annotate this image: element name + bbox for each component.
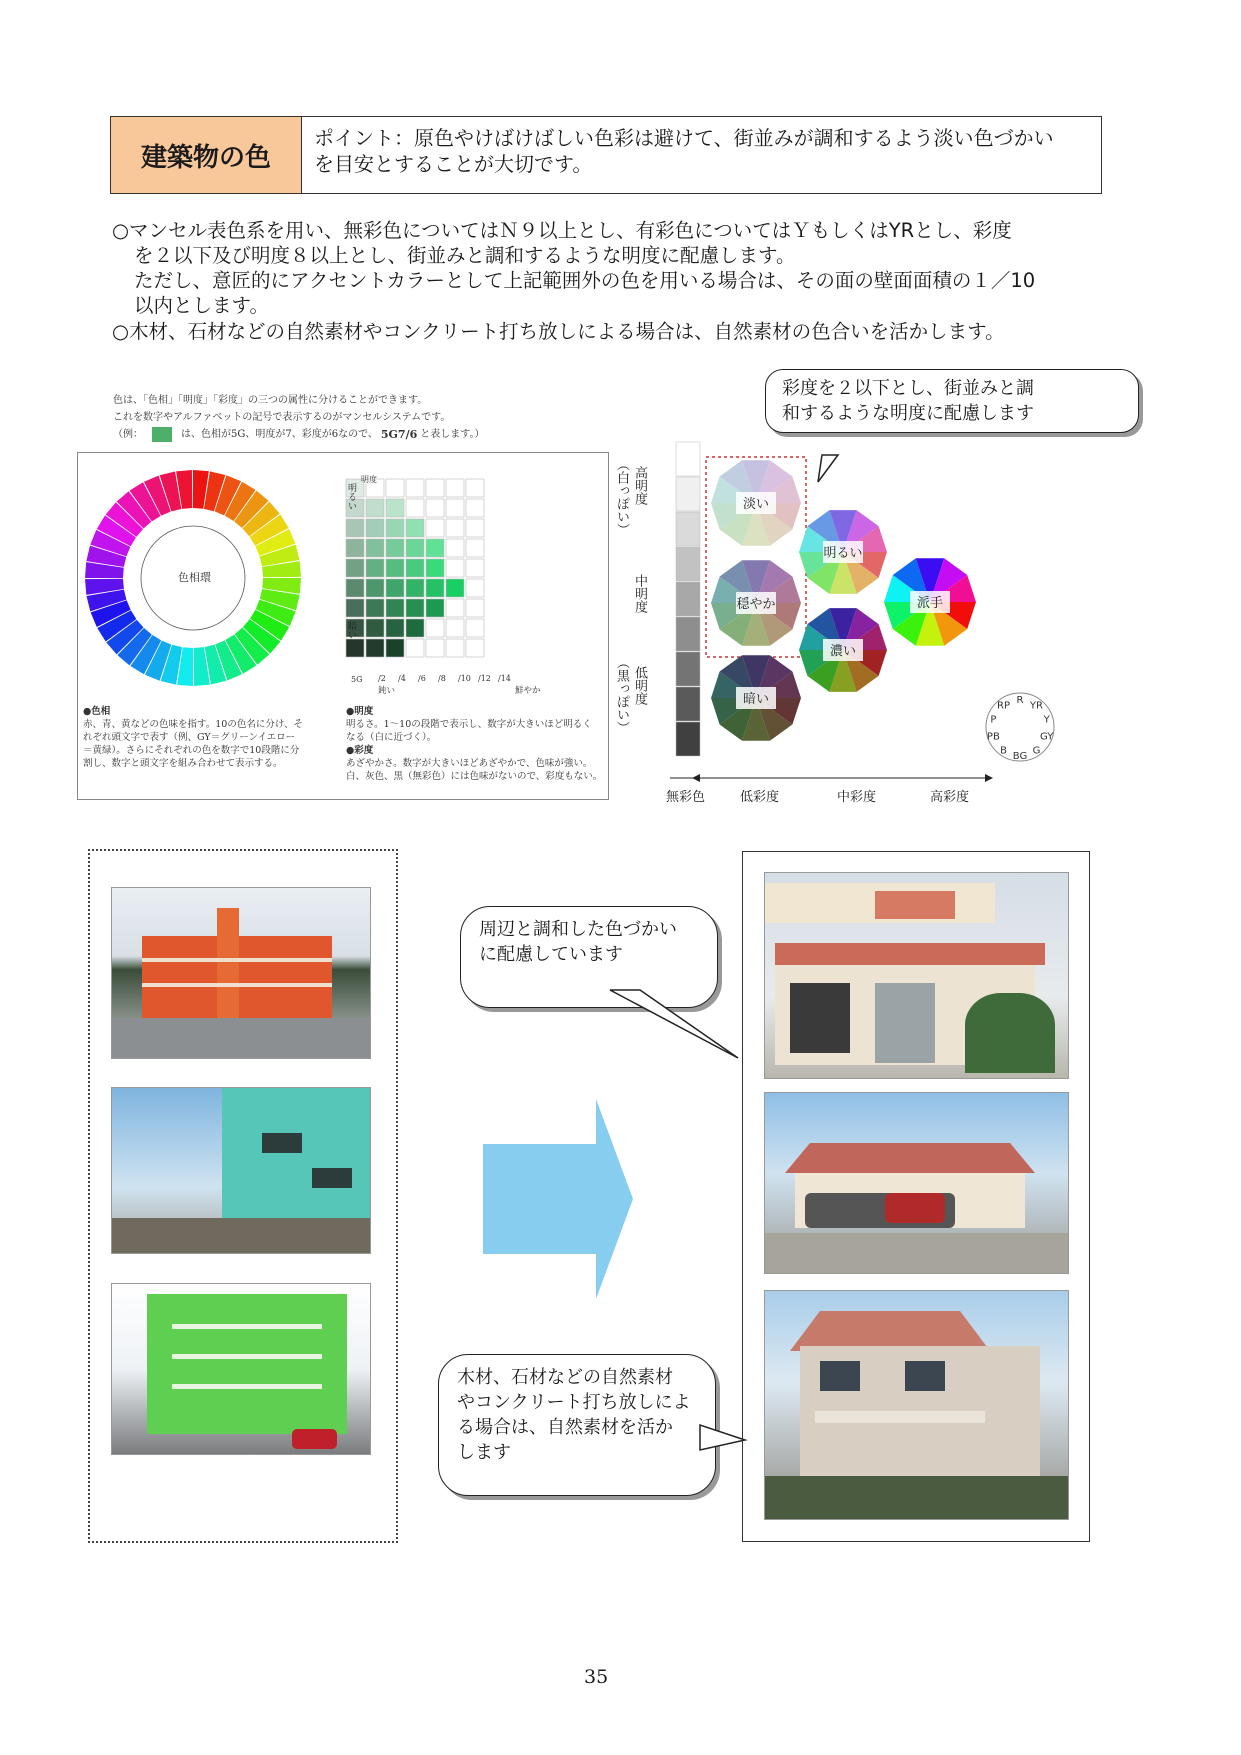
grid-cell [366,519,384,537]
hue-key-label: R [1016,695,1024,706]
mid-chroma-label: 中彩度 [837,790,877,805]
hue-key-label: P [990,714,997,726]
paragraph-1-line-2: を２以下及び明度８以上とし、街並みと調和するような明度に配慮します。 [134,244,796,267]
grid-cell [406,559,424,577]
gray-step [676,442,700,476]
grid-cell [386,559,404,577]
grid-vivid-label: 鮮やか [515,686,541,696]
grid-tick-label: /4 [398,674,406,683]
gray-step [676,547,700,581]
grid-dark-label: 暗い [346,621,356,639]
page-number: 35 [584,1666,609,1688]
hue-key [986,693,1054,762]
grid-cell [406,479,424,497]
hue-key-label: BG [1012,751,1028,762]
gray-step [676,512,700,546]
gray-step [676,477,700,511]
tone-label: 穏やか [736,597,776,612]
hue-key-label: YR [1029,700,1043,712]
grid-cell [366,499,384,517]
chroma-axis-arrow [985,774,993,782]
paragraph-1-line-1: ○マンセル表色系を用い、無彩色についてはＮ９以上とし、有彩色についてはＹもしくはYRとし、彩度 [112,219,1012,242]
grid-ticks [378,672,608,684]
grid-cell [386,539,404,557]
grid-cell [386,639,404,657]
grid-cell [426,559,444,577]
grid-cell [446,619,464,637]
grid-cell [386,519,404,537]
paragraph-1-line-4: 以内とします。 [134,294,269,317]
grid-cell [386,619,404,637]
grid-cell [446,539,464,557]
grid-cell [466,619,484,637]
grid-cell [466,599,484,617]
gray-step [676,687,700,721]
grid-tick-label: /6 [418,674,426,683]
chroma-axis-arrow-left [692,774,700,782]
grid-cell [426,619,444,637]
low-chroma-label: 低彩度 [740,790,780,805]
photo-orange-building [111,887,371,1059]
grid-cell [466,539,484,557]
grid-cell [466,479,484,497]
grid-cell [466,639,484,657]
grid-cell [406,579,424,597]
grid-cell [406,639,424,657]
caption-line-2: これを数字やアルファベットの記号で表示するのがマンセルシステムです。 [113,412,451,423]
grid-cell [426,519,444,537]
grid-cell [446,479,464,497]
grid-dull-label: 鈍い [378,686,396,696]
section-header [110,116,1102,194]
hue-explanation: ●色相 赤、青、黄などの色味を指す。10の色名に分け、そ れぞれ頭文字で表す（例、GY＝グリーンイエロー ＝黄緑）。さらにそれぞれの色を数字で10段階に分 割し、数字と頭文字を組み合わせて表示する。 [83,706,303,769]
gray-step [676,617,700,651]
hue-key-label: G [1032,745,1041,757]
hue-key-label: Y [1043,714,1050,726]
achromatic-label: 無彩色 [666,790,706,805]
grid-cell [406,519,424,537]
grid-bright-label: 明るい [346,483,356,510]
after-photo-frame [742,851,1090,1542]
hue-key-label: PB [986,731,1000,743]
munsell-caption [113,392,633,443]
grid-cell [426,539,444,557]
value-low-label: 低明度 [632,666,647,705]
grid-cell [426,499,444,517]
photo-beige-house [764,872,1069,1079]
value-chroma-explanation: ●明度 明るさ。1～10の段階で表示し、数字が大きいほど明るく なる（白に近づく）。 ●彩度 あざやかさ。数字が大きいほどあざやかで、色味が強い。 白、灰色、黒（無彩色）には色味がないので、彩度もない。 [346,706,603,782]
hue-key-label: RP [997,700,1011,712]
tone-label: 明るい [823,546,863,561]
grid-cell [386,599,404,617]
hue-key-label: GY [1039,731,1054,743]
example-swatch [152,427,172,442]
grid-tick-label: /14 [498,674,511,683]
photo-turquoise-building [111,1087,371,1254]
gray-step [676,722,700,756]
grid-tick-label: /8 [438,674,446,683]
tone-diagram-svg [600,430,1054,825]
grid-cell [346,539,364,557]
grid-cell [366,599,384,617]
arrow-icon [478,1094,638,1304]
grid-tick-label: /12 [478,674,491,683]
hue-key-label: B [1000,745,1007,757]
grid-cell [386,499,404,517]
grid-axis-label: 明度 [361,475,377,484]
paragraph-2: ○木材、石材などの自然素材やコンクリート打ち放しによる場合は、自然素材の色合いを活かします。 [112,320,1005,343]
grid-cell [426,479,444,497]
tone-label: 淡い [742,497,770,512]
value-high-label: 高明度 [632,466,647,505]
grid-cell [466,519,484,537]
grid-cell [346,519,364,537]
grid-cell [406,619,424,637]
before-photo-frame [88,849,398,1543]
tone-callout: 彩度を２以下とし、街並みと調 和するような明度に配慮します [765,369,1139,433]
value-low-sub: （黒っぽい） [614,656,629,734]
grid-cell [346,579,364,597]
grid-cell [406,499,424,517]
value-chroma-grid [346,479,484,657]
grid-cell [466,499,484,517]
caption-line-1: 色は、「色相」「明度」「彩度」の三つの属性に分けることができます。 [113,395,428,406]
caption-line-3: （例： は、色相が5G、明度が7、彩度が6なので、 5G7/6 と表します。） [113,428,485,441]
grid-tick-label: /2 [378,674,386,683]
tone-label: 派手 [916,596,944,611]
photo-green-building [111,1283,371,1455]
grid-cell [446,519,464,537]
harmony-callout-tail [600,990,750,1060]
grid-cell [366,579,384,597]
grid-cell [366,619,384,637]
paragraph-1-line-3: ただし、意匠的にアクセントカラーとして上記範囲外の色を用いる場合は、その面の壁面面積の１／10 [134,269,1036,292]
gray-scale [676,442,700,756]
value-high-sub: （白っぽい） [614,458,629,536]
tone-callout-tail [818,455,838,482]
grid-cell [366,639,384,657]
wheel-center-label: 色相環 [178,571,211,584]
grid-cell [406,599,424,617]
tone-label: 暗い [742,692,770,707]
value-mid-label: 中明度 [632,574,647,613]
grid-cell [346,599,364,617]
grid-cell [426,599,444,617]
grid-cell [446,639,464,657]
tone-wheels [711,460,976,741]
munsell-diagram [77,452,609,800]
point-line-1: ポイント：原色やけばけばしい色彩は避けて、街並みが調和するよう淡い色づかい [314,126,1054,150]
grid-cell [446,599,464,617]
point-text [302,117,1101,193]
grid-cell [446,499,464,517]
high-chroma-label: 高彩度 [930,790,970,805]
grid-cell [366,539,384,557]
grid-cell [446,579,464,597]
photo-concrete-house [764,1290,1069,1520]
photo-red-roof-house [764,1092,1069,1274]
grid-cell [426,639,444,657]
grid-cell [346,639,364,657]
harmony-callout: 周辺と調和した色づかい に配慮しています [460,906,718,1008]
grid-cell [366,559,384,577]
section-title: 建築物の色 [111,117,302,193]
grid-cell [386,479,404,497]
grid-chroma-origin: 5G [351,675,363,684]
gray-step [676,652,700,686]
grid-cell [466,579,484,597]
tone-label: 濃い [829,644,857,659]
natural-material-callout: 木材、石材などの自然素材 やコンクリート打ち放しによ る場合は、自然素材を活か します [438,1354,716,1496]
grid-cell [446,559,464,577]
gray-step [676,582,700,616]
grid-cell [466,559,484,577]
grid-cell [386,579,404,597]
grid-tick-label: /10 [458,674,471,683]
grid-cell [406,539,424,557]
grid-cell [346,559,364,577]
point-line-2: を目安とすることが大切です。 [314,152,593,176]
grid-cell [426,579,444,597]
